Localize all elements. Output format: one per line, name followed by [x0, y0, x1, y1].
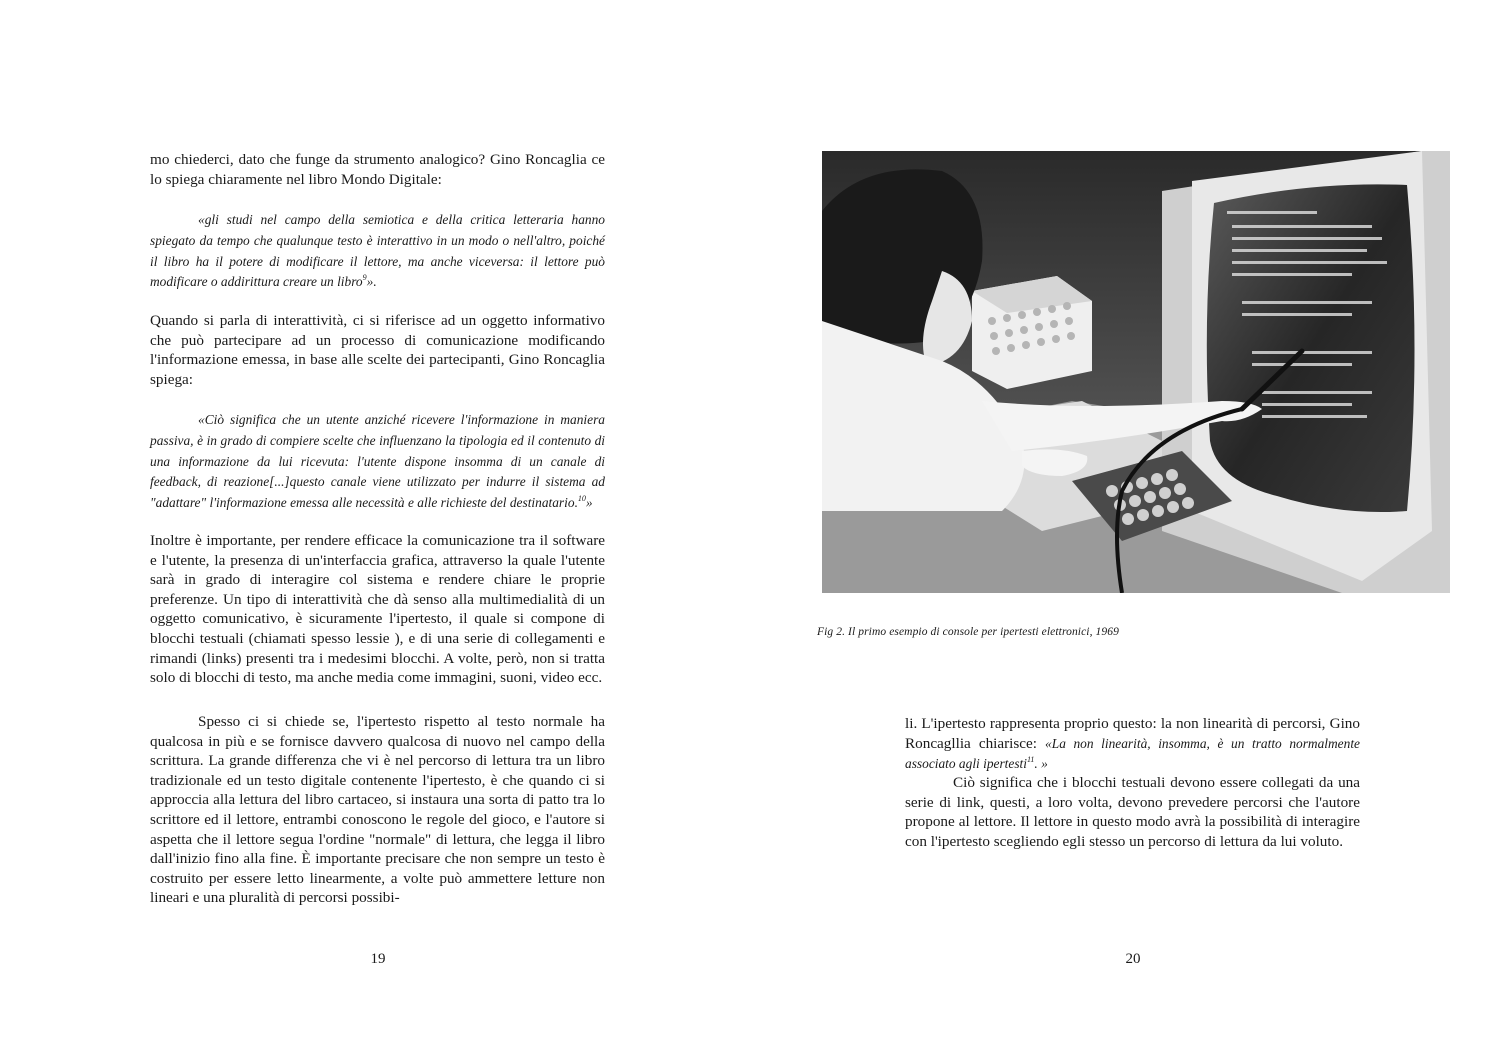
paragraph-interactivity — [150, 311, 605, 389]
footnote-ref-10[interactable]: 10 — [577, 494, 586, 504]
paragraph-3-text: Inoltre è importante, per rendere efficace la comunicazione tra il software e l'utente, la presenza di un'interfaccia grafica, attraverso la quale l'utente sarà in grado di interagire col sistema e rendere chiare le proprie preferenze. Un tipo di interattività che dà senso alla multimedialità di un oggetto comunicativo, è sicuramente l'ipertesto, il quale si compone di blocchi testuali (chiamati spesso lessie ), e di una serie di collegamenti e rimandi (links) presenti tra i medesimi blocchi. A volte, però, non si tratta solo di blocchi di testo, ma anche media come immagini, suoni, video ecc. — [150, 532, 605, 687]
paragraph-hypertext — [150, 712, 605, 908]
intro-text: mo chiederci, dato che funge da strumento analogico? Gino Roncaglia ce lo spiega chiaramente nel libro Mondo Digitale: — [150, 151, 605, 188]
figure-caption: Fig 2. Il primo esempio di console per ipertesti elettronici, 1969 — [817, 626, 1119, 638]
paragraph-r1-text: li. L'ipertesto rappresenta proprio questo: la non linearità di percorsi, Gino Roncagllia chiarisce: — [905, 715, 1360, 752]
console-photo-illustration — [822, 151, 1450, 593]
quote-block-2 — [150, 410, 605, 514]
paragraph-links — [905, 773, 1360, 851]
quote-block-1 — [150, 210, 605, 293]
nonlinearity-quote: «La non linearità, insomma, è un tratto normalmente associato agli ipertesti — [905, 735, 1360, 772]
page-number-left: 19 — [370, 951, 386, 967]
paragraph-4-text: Spesso ci si chiede se, l'ipertesto rispetto al testo normale ha qualcosa in più e se fornisce davvero qualcosa di nuovo nel campo della scrittura. La grande differenza che vi è nel percorso di lettura tra un libro tradizionale ed un testo digitale contenente l'ipertesto, è che quando ci si approccia alla lettura del libro cartaceo, si instaura una sorta di patto tra lo scrittore ed il lettore, entrambi conoscono le regole del gioco, e l'autore si aspetta che il lettore segua l'ordine "normale" di lettura, che legga il libro dall'inizio fino alla fine. È importante precisare che non sempre un testo è costruito per essere letto linearmente, a volte può ammettere letture non lineari e una pluralità di percorsi possibi- — [150, 713, 605, 907]
console-photo — [822, 151, 1450, 593]
quote-2-text: «Ciò significa che un utente anziché ricevere l'informazione in maniera passiva, è in grado di compiere scelte che influenzano la tipologia ed il contenuto di una informazione da lui ricevuta: l'utente dispone insomma di un canale di feedback, di reazione[...]questo canale viene utilizzato per indurre il sistema ad "adattare" l'informazione emessa alle necessità e alle richieste del destinatario. — [150, 412, 605, 511]
quote-1-end: ». — [366, 274, 377, 290]
paragraph-2-text: Quando si parla di interattività, ci si riferisce ad un oggetto informativo che può partecipare ad un processo di comunicazione modificando l'informazione emessa, in base alle scelte dei partecipanti, Gino Roncaglia spiega: — [150, 312, 605, 388]
intro-paragraph — [150, 150, 605, 189]
footnote-ref-11[interactable]: 11 — [1027, 755, 1035, 765]
quote-1-text: «gli studi nel campo della semiotica e della critica letteraria hanno spiegato da tempo che qualunque testo è interattivo in un modo o nell'altro, poiché il libro ha il potere di modificare il lettore, ma anche viceversa: il lettore può modificare o addirittura creare un libro — [150, 212, 605, 290]
nonlinearity-quote-end: . » — [1034, 756, 1048, 772]
paragraph-r2-text: Ciò significa che i blocchi testuali devono essere collegati da una serie di link, questi, a loro volta, devono prevedere percorsi che l'autore propone al lettore. Il lettore in questo modo avrà la possibilità di interagire con l'ipertesto scegliendo egli stesso un percorso di lettura da lui voluto. — [905, 774, 1360, 850]
quote-2-end: » — [585, 495, 593, 511]
page-number-right: 20 — [1125, 951, 1141, 967]
paragraph-interface — [150, 531, 605, 688]
footnote-ref-9[interactable]: 9 — [362, 273, 367, 283]
paragraph-nonlinearity — [905, 714, 1360, 775]
